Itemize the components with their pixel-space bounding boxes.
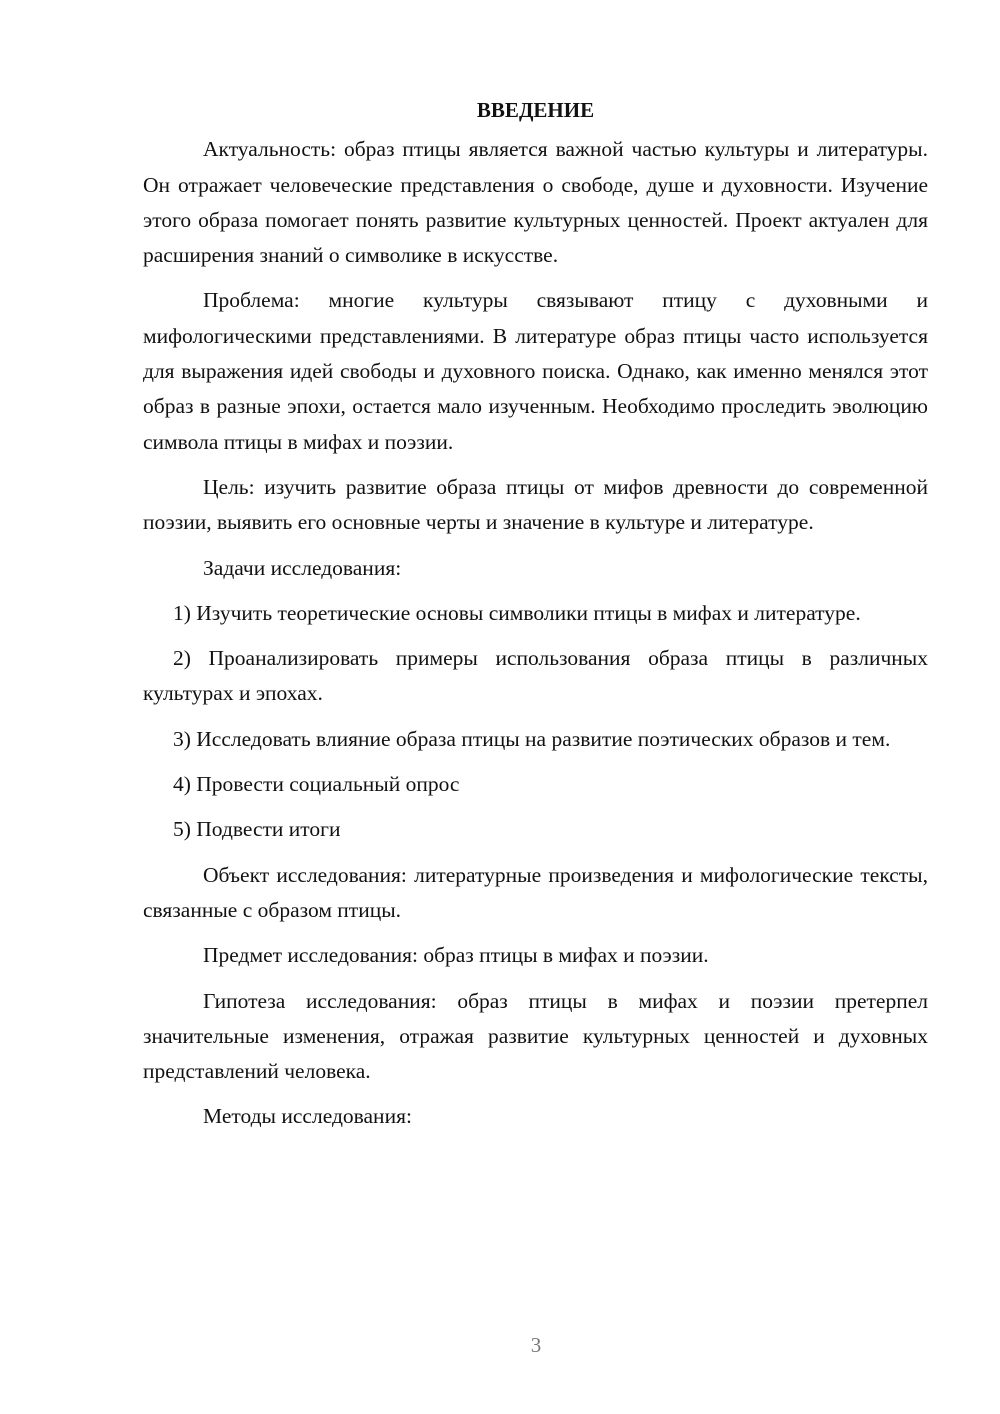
task-item-1: 1) Изучить теоретические основы символики птицы в мифах и литературе. [173,600,861,625]
task-item-4: 4) Провести социальный опрос [173,772,460,797]
task-item-2: 2) Проанализировать примеры использования образа птицы в различных культурах и эпохах. [143,646,928,706]
subject-paragraph: Предмет исследования: образ птицы в мифах и поэзии. [203,943,709,968]
page-title: ВВЕДЕНИЕ [476,98,595,122]
page-number: 3 [530,1333,542,1357]
methods-heading: Методы исследования: [203,1104,412,1129]
tasks-heading: Задачи исследования: [203,555,402,580]
hypothesis-paragraph: Гипотеза исследования: образ птицы в мифах и поэзии претерпел значительные изменения, отражая развитие культурных ценностей и духовных представлений человека. [143,988,928,1084]
problem-paragraph: Проблема: многие культуры связывают птицу с духовными и мифологическими представлениями. В литературе образ птицы часто используется для выражения идей свободы и духовного поиска. Однако, как именно менялся этот образ в разные эпохи, остается мало изученным. Необходимо проследить эволюцию символа птицы в мифах и поэзии. [143,288,928,454]
goal-paragraph: Цель: изучить развитие образа птицы от мифов древности до современной поэзии, выявить его основные черты и значение в культуре и литературе. [143,474,928,535]
task-item-3: 3) Исследовать влияние образа птицы на развитие поэтических образов и тем. [173,726,891,751]
relevance-paragraph: Актуальность: образ птицы является важной частью культуры и литературы. Он отражает человеческие представления о свободе, душе и духовности. Изучение этого образа помогает понять развитие культурных ценностей. Проект актуален для расширения знаний о символике в искусстве. [143,137,928,268]
object-paragraph: Объект исследования: литературные произведения и мифологические тексты, связанные с образом птицы. [143,862,928,922]
task-item-5: 5) Подвести итоги [173,817,341,842]
page-content [143,93,928,1145]
